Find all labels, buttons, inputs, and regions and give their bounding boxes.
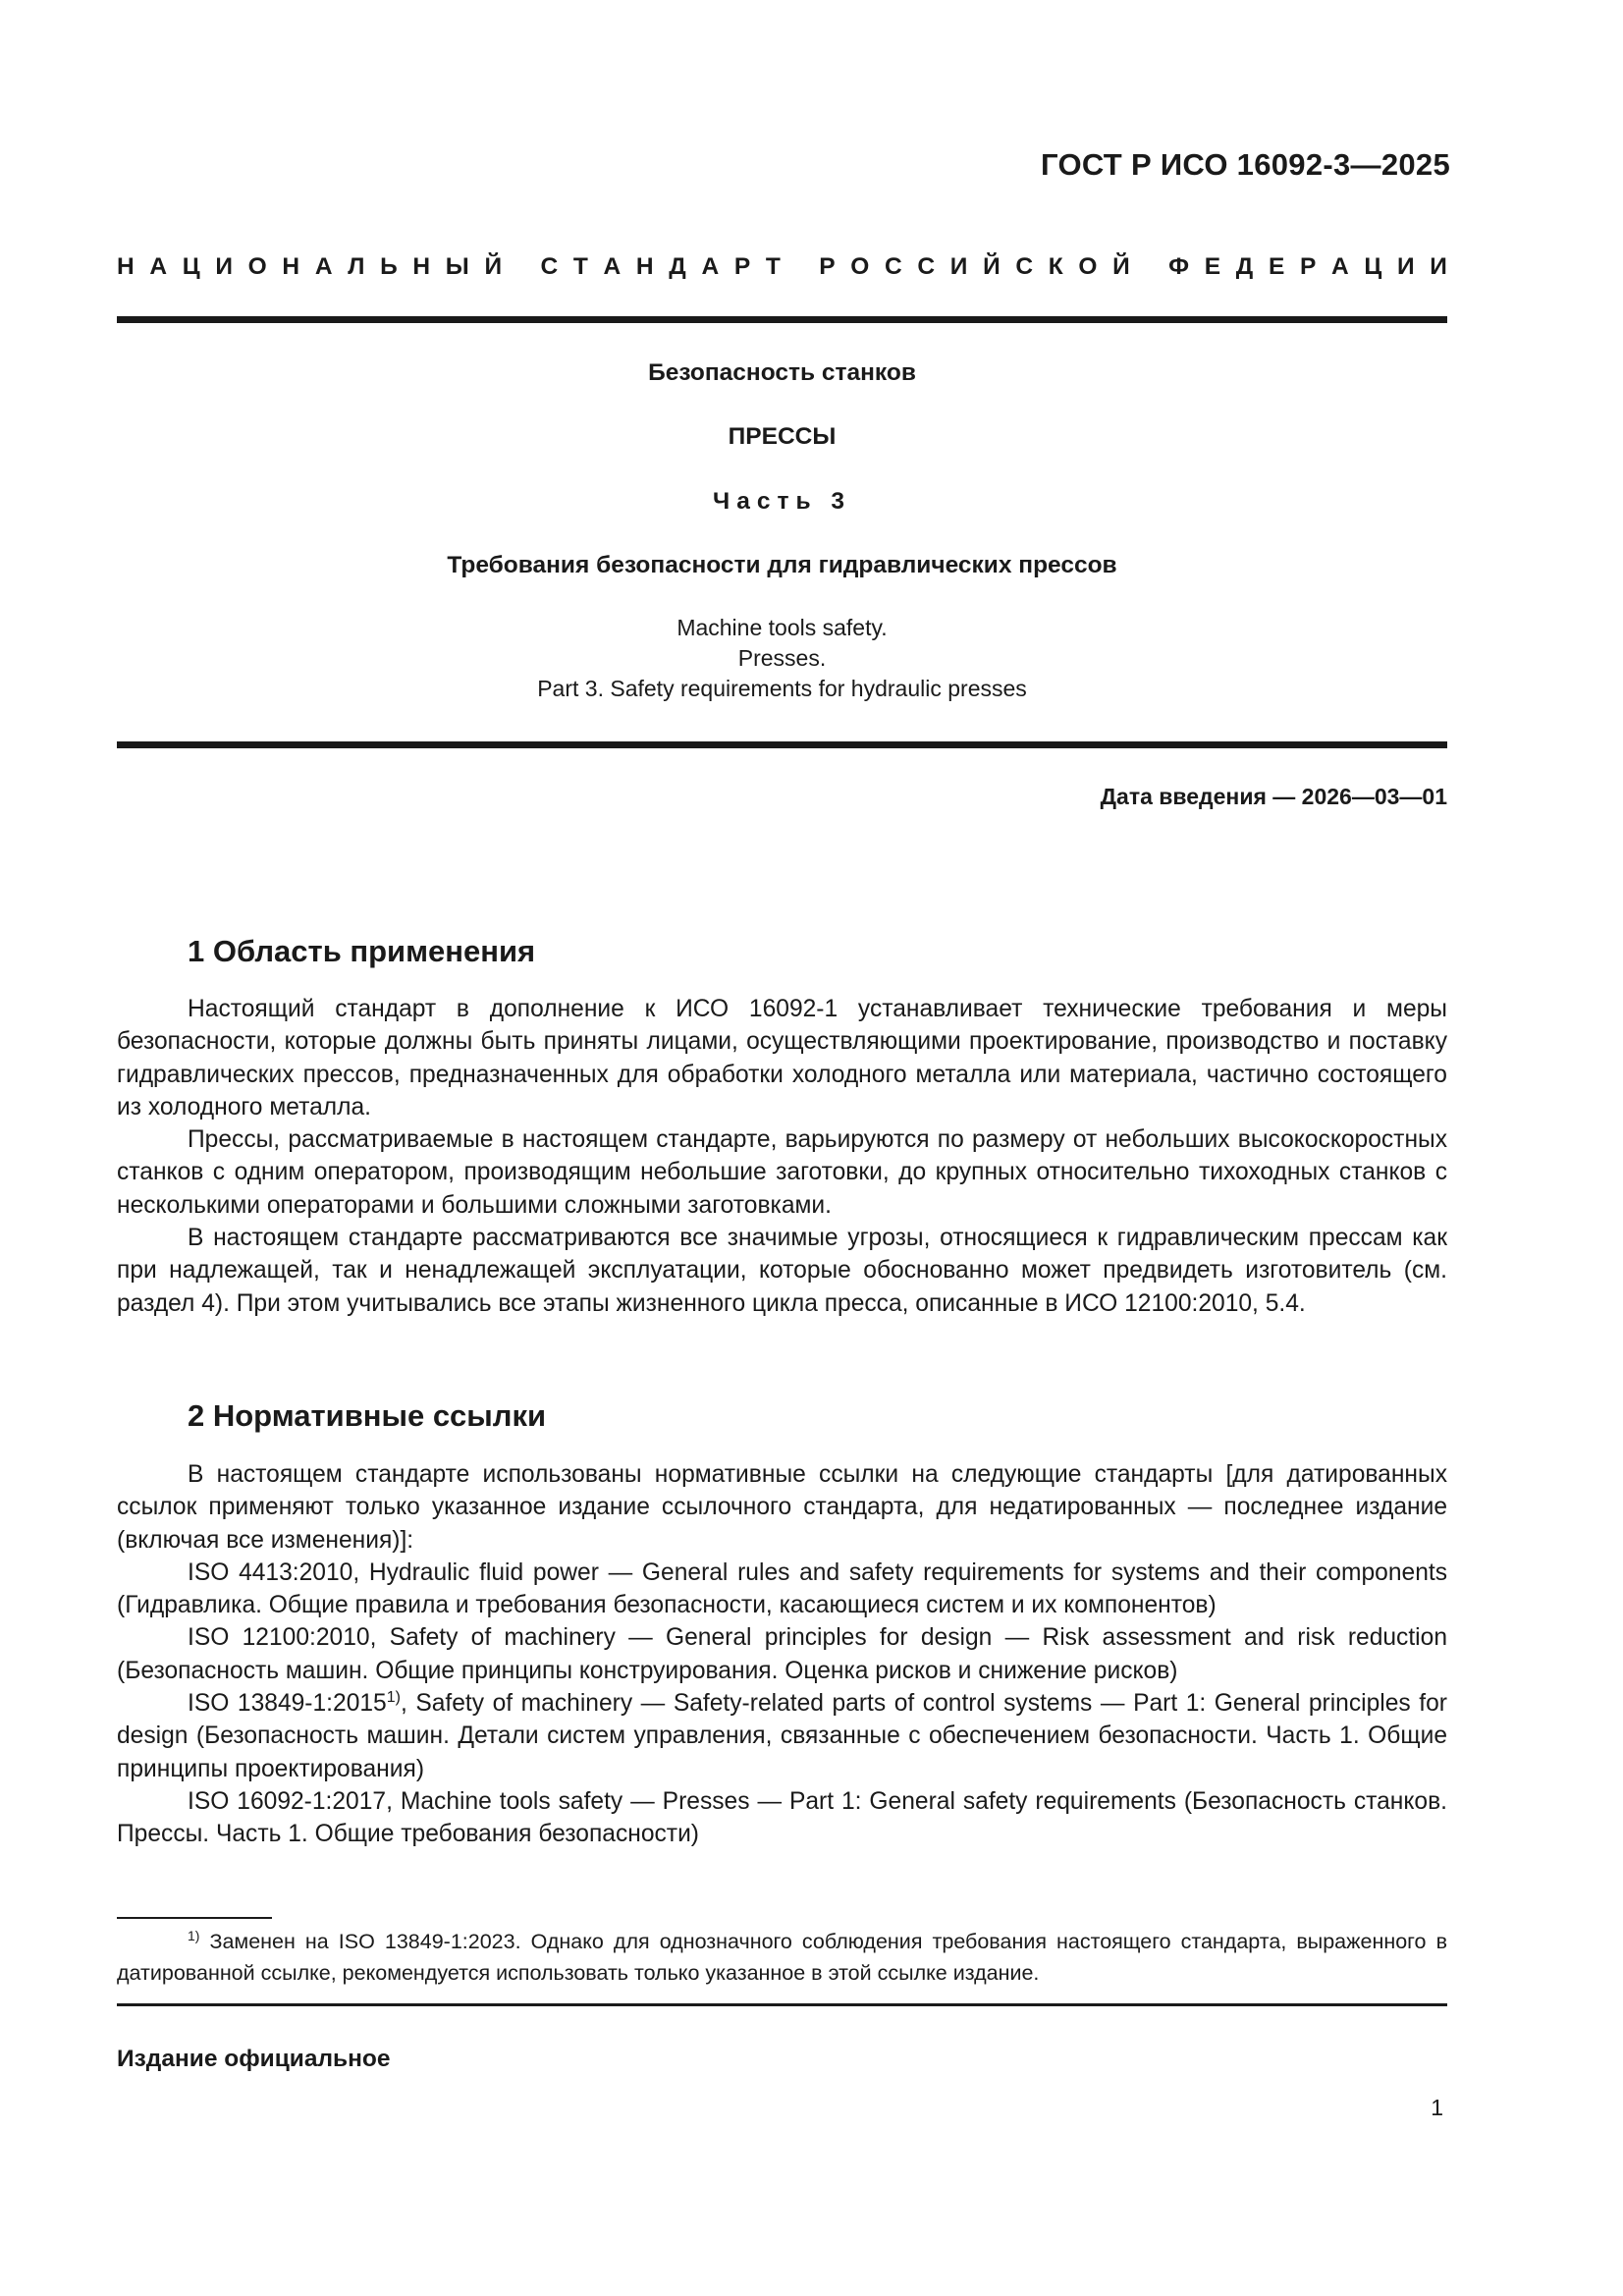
banner-letter: И — [949, 253, 968, 280]
footnote — [117, 1926, 1447, 1989]
banner-letter: О — [1078, 253, 1098, 280]
official-edition-label: Издание официальное — [117, 2046, 391, 2072]
banner-letter: О — [850, 253, 870, 280]
footnote-number: 1) — [188, 1927, 200, 1943]
banner-letter: А — [149, 253, 168, 280]
banner-gap — [517, 253, 525, 281]
footnote-separator — [117, 1917, 272, 1919]
reference-item: ISO 12100:2010, Safety of machinery — General principles for design — Risk assessment and risk reduction (Безопасность машин. Общие принципы конструирования. Оценка рисков и снижение рисков) — [117, 1624, 1447, 1684]
banner-letter: Й — [983, 253, 1001, 280]
banner-letter: И — [1396, 253, 1415, 280]
banner-letter: А — [314, 253, 333, 280]
banner-letter: С — [540, 253, 559, 280]
banner-letter: И — [215, 253, 233, 280]
banner-letter: Н — [412, 253, 431, 280]
reference-item: ISO 16092-1:2017, Machine tools safety — Presses — Part 1: General safety requirements (Безопасность станков. Прессы. Часть 1. Общие требования безопасности) — [117, 1787, 1447, 1848]
banner-letter: Д — [669, 253, 686, 280]
title-line-2: ПРЕССЫ — [728, 423, 837, 450]
banner-letter: Р — [733, 253, 751, 280]
paragraph: Настоящий стандарт в дополнение к ИСО 16092-1 устанавливает технические требования и меры безопасности, которые должны быть приняты лицами, осуществляющими проектирование, производство и поставку гидравлических прессов, предназначенных для обработки холодного металла или материала, частично состоящего из холодного металла. — [117, 996, 1447, 1121]
date-of-introduction: Дата введения — 2026—03—01 — [1100, 784, 1447, 809]
section-2-heading: 2 Нормативные ссылки — [188, 1398, 547, 1433]
page-number: 1 — [1431, 2095, 1443, 2120]
banner-letter: А — [603, 253, 622, 280]
banner-letter: Й — [1112, 253, 1130, 280]
reference-item: ISO 4413:2010, Hydraulic fluid power — General rules and safety requirements for systems and their components (Гидравлика. Общие правила и требования безопасности, касающиеся систем и их компонентов) — [117, 1558, 1447, 1619]
banner-letter: Е — [1268, 253, 1285, 280]
reference-item — [117, 1687, 1447, 1785]
banner-letter: К — [1048, 253, 1063, 280]
banner-letter: Н — [117, 253, 135, 280]
banner-letter: Ф — [1168, 253, 1190, 280]
banner-letter: С — [917, 253, 936, 280]
section-2-body — [117, 1458, 1447, 1851]
title-rule — [117, 741, 1447, 748]
banner-letter: С — [1015, 253, 1034, 280]
paragraph: В настоящем стандарте рассматриваются все значимые угрозы, относящиеся к гидравлическим прессам как при надлежащей, так и ненадлежащей эксплуатации, которые обоснованно может предвидеть изготовитель (см. раздел 4). При этом учитывались все этапы жизненного цикла пресса, описанные в ИСО 12100:2010, 5.4. — [117, 1225, 1447, 1317]
banner-letter: С — [884, 253, 902, 280]
national-standard-banner — [117, 253, 1447, 281]
banner-letter: Т — [765, 253, 781, 280]
header-rule — [117, 316, 1447, 323]
banner-letter: Т — [572, 253, 588, 280]
banner-gap — [796, 253, 804, 281]
banner-letter: Н — [635, 253, 654, 280]
banner-letter: А — [701, 253, 720, 280]
banner-gap — [1145, 253, 1153, 281]
document-id: ГОСТ Р ИСО 16092-3—2025 — [1041, 147, 1450, 182]
banner-letter: Ь — [380, 253, 398, 280]
title-line-4: Требования безопасности для гидравлических прессов — [447, 552, 1117, 578]
banner-letter: Р — [1299, 253, 1317, 280]
banner-letter: Д — [1235, 253, 1254, 280]
section-1-heading: 1 Область применения — [188, 934, 536, 968]
banner-letter: Ц — [1364, 253, 1382, 280]
title-en-line-1: Machine tools safety. — [676, 615, 888, 640]
reference-code: ISO 13849-1:2015 — [188, 1690, 387, 1718]
footer-rule — [117, 2003, 1447, 2006]
banner-letter: Ц — [182, 253, 200, 280]
banner-letter: Р — [819, 253, 836, 280]
banner-letter: А — [1331, 253, 1349, 280]
banner-letter: Л — [348, 253, 365, 280]
section-1-body — [117, 993, 1447, 1320]
paragraph: В настоящем стандарте использованы нормативные ссылки на следующие стандарты [для датированных ссылок применяют только указанное издание ссылочного стандарта, для недатированных — последнее издание (включая все изменения)]: — [117, 1461, 1447, 1554]
banner-letter: О — [247, 253, 267, 280]
banner-letter: Н — [282, 253, 300, 280]
banner-letter: Й — [484, 253, 503, 280]
reference-text: , Safety of machinery — Safety-related parts of control systems — Part 1: General principles for design (Безопасность машин. Детали систем управления, связанные с обеспечением безопасности. Часть 1. Общие принципы проектирования) — [117, 1690, 1447, 1782]
paragraph: Прессы, рассматриваемые в настоящем стандарте, варьируются по размеру от небольших высокоскоростных станков с одним оператором, производящим небольшие заготовки, до крупных относительно тихоходных станков с несколькими операторами и большими сложными заготовками. — [117, 1126, 1447, 1219]
title-part-label: Часть 3 — [713, 488, 851, 515]
banner-letter: И — [1430, 253, 1447, 280]
banner-letter: Ы — [445, 253, 469, 280]
footnote-marker[interactable]: 1) — [386, 1688, 401, 1706]
title-line-1: Безопасность станков — [648, 359, 916, 386]
footnote-text: Заменен на ISO 13849-1:2023. Однако для однозначного соблюдения требования настоящего стандарта, выраженного в датированной ссылке, рекомендуется использовать только указанное в этой ссылке издание. — [117, 1930, 1447, 1985]
title-en-line-2: Presses. — [737, 645, 827, 671]
title-en-line-3: Part 3. Safety requirements for hydraulic presses — [537, 676, 1027, 701]
banner-letter: Е — [1204, 253, 1221, 280]
